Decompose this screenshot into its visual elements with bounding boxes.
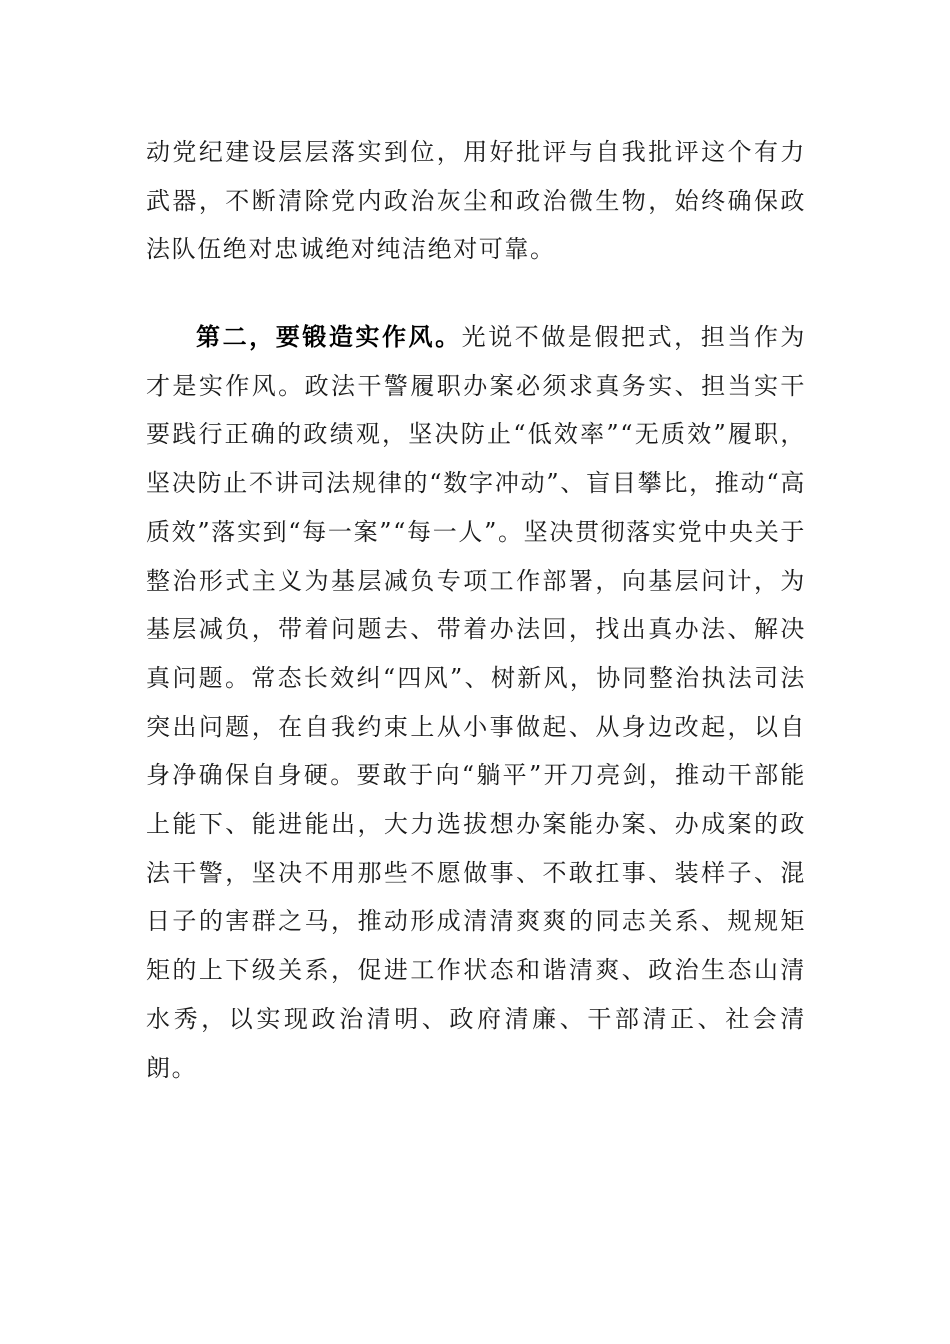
paragraph-2-text: 光说不做是假把式，担当作为才是实作风。政法干警履职办案必须求真务实、担当实干要践行正确的政绩观，坚决防止“低效率”“无质效”履职，坚决防止不讲司法规律的“数字冲动”、盲目攀比，推动“高质效”落实到“每一案”“每一人”。坚决贯彻落实党中央关于整治形式主义为基层减负专项工作部署，向基层问计，为基层减负，带着问题去、带着办法回，找出真办法、解决真问题。常态长效纠“四风”、树新风，协同整治执法司法突出问题，在自我约束上从小事做起、从身边改起，以自身净确保自身硬。要敢于向“躺平”开刀亮剑，推动干部能上能下、能进能出，大力选拔想办案能办案、办成案的政法干警，坚决不用那些不愿做事、不敢扛事、装样子、混日子的害群之马，推动形成清清爽爽的同志关系、规规矩矩的上下级关系，促进工作状态和谐清爽、政治生态山清水秀，以实现政治清明、政府清廉、干部清正、社会清朗。 — [146, 323, 806, 1082]
paragraph-2-lead-heading: 第二，要锻造实作风。 — [196, 322, 462, 351]
paragraph-1-text: 动党纪建设层层落实到位，用好批评与自我批评这个有力武器，不断清除党内政治灰尘和政治微生物，始终确保政法队伍绝对忠诚绝对纯洁绝对可靠。 — [146, 138, 806, 264]
paragraph-second-point — [146, 313, 806, 1092]
paragraph-continuation — [146, 128, 806, 274]
